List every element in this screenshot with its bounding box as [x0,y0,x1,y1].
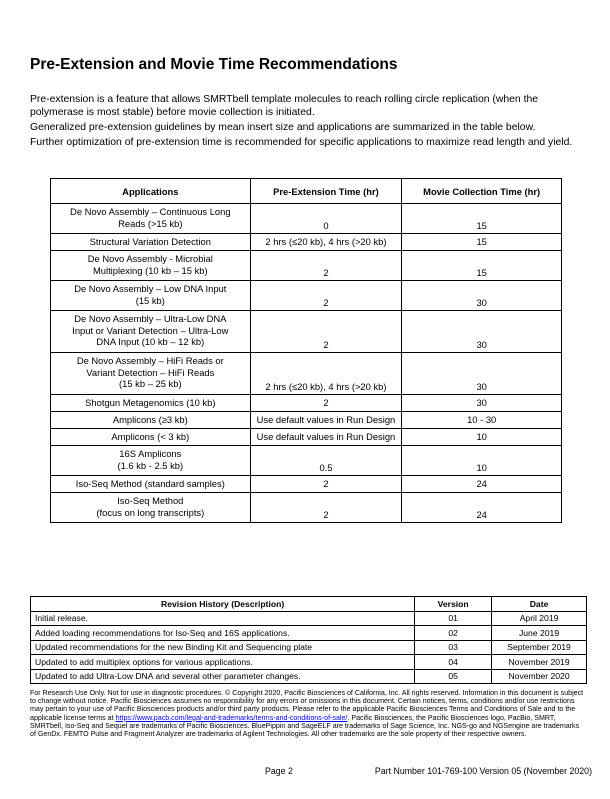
revision-version-cell: 01 [415,611,492,626]
application-line: Reads (>15 kb) [118,217,183,229]
revision-date-cell: September 2019 [492,640,587,655]
table-row [51,395,562,412]
table-row [51,412,562,429]
table-row [31,669,587,684]
guidelines-paragraph: Generalized pre-extension guidelines by mean insert size and applications are summarized in the table below. [30,122,536,133]
pre-extension-cell: 2 [250,493,402,523]
application-cell [51,281,251,311]
application-line: De Novo Assembly – Continuous Long [70,206,231,217]
table-row [51,204,562,234]
pre-extension-cell: 2 [250,311,402,353]
column-header: Applications [51,179,251,204]
legal-footer [30,689,585,738]
pre-extension-cell: 2 [250,395,402,412]
application-line: DNA Input (10 kb – 12 kb) [96,336,205,347]
page-number: Page 2 [265,766,293,776]
application-line: Iso-Seq Method [117,495,184,506]
application-cell [51,251,251,281]
table-body [31,611,587,684]
table-row [51,251,562,281]
pre-extension-cell: Use default values in Run Design [250,429,402,446]
revision-version-cell: 02 [415,626,492,641]
application-cell [51,446,251,476]
application-line: De Novo Assembly – HiFi Reads or [76,355,224,366]
application-line: Variant Detection – HiFi Reads [86,366,215,378]
application-line: (focus on long transcripts) [96,506,205,518]
revision-date-cell: November 2019 [492,655,587,670]
revision-description-cell: Updated to add Ultra-Low DNA and several other parameter changes. [31,669,415,684]
application-line: De Novo Assembly - Microbial [87,253,213,264]
table-header-row [31,597,587,612]
table-row [51,353,562,395]
revision-description-cell: Added loading recommendations for Iso-Seq and 16S applications. [31,626,415,641]
revision-description-cell: Updated to add multiplex options for various applications. [31,655,415,670]
application-cell [51,311,251,353]
table-row [51,234,562,251]
part-number: Part Number 101-769-100 Version 05 (November 2020) [374,766,592,776]
column-header: Movie Collection Time (hr) [402,179,562,204]
footer-text: . Pacific Biosciences, the Pacific Biosciences logo, PacBio, SMRT, SMRTbell, Iso-Seq and Sequel are trademarks of Pacific Biosciences. BluePippin and SageELF are trademarks of Sage Science, Inc. NGS-go and NGSengine are trademarks of GenDx. FEMTO Pulse and Fragment Analyzer are trademarks of Agilent Technologies. All other trademarks are the sole property of their respective owners. [30,713,580,739]
recommendations-table [50,178,562,523]
application-line: Shotgun Metagenomics (10 kb) [85,397,216,409]
application-line: De Novo Assembly – Low DNA Input [74,283,227,294]
movie-time-cell: 10 - 30 [402,412,562,429]
pre-extension-cell: 2 hrs (≤20 kb), 4 hrs (>20 kb) [250,234,402,251]
table-row [31,611,587,626]
footer-text: For Research Use Only. Not for use in diagnostic procedures. © Copyright 2020, Pacific Biosciences of California, Inc. All rights reserved. Information in this document is subject to change without notice. Pacific Biosciences assumes no responsibility for any errors or omissions in this document. Certain notices, terms, conditions and/or use restrictions may pertain to your use of Pacific Biosciences products and/or third party products. Please refer to the applicable Pacific Biosciences Terms and Conditions of Sale and to the applicable license terms at [30,689,584,722]
application-cell [51,493,251,523]
movie-time-cell: 15 [402,251,562,281]
pre-extension-cell: 0.5 [250,446,402,476]
revision-date-cell: April 2019 [492,611,587,626]
application-cell [51,395,251,412]
application-cell [51,429,251,446]
pre-extension-cell: 2 [250,476,402,493]
revision-history-table [30,596,587,684]
movie-time-cell: 30 [402,353,562,395]
table-row [31,626,587,641]
application-cell [51,412,251,429]
revision-version-cell: 03 [415,640,492,655]
terms-link[interactable]: https://www.pacb.com/legal-and-trademarks/terms-and-conditions-of-sale/ [115,713,348,722]
revision-date-cell: June 2019 [492,626,587,641]
table-row [51,446,562,476]
intro-paragraph: Pre-extension is a feature that allows SMRTbell template molecules to reach rolling circle replication (when the polymerase is most stable) before movie collection is initiated. [30,94,539,118]
movie-time-cell: 24 [402,493,562,523]
application-line: Amplicons (≥3 kb) [112,414,188,426]
movie-time-cell: 30 [402,311,562,353]
table-row [51,493,562,523]
application-line: (1.6 kb - 2.5 kb) [117,459,184,471]
table-row [51,476,562,493]
revision-description-cell: Initial release. [31,611,415,626]
pre-extension-cell: 2 [250,251,402,281]
optimization-paragraph: Further optimization of pre-extension time is recommended for specific applications to maximize read length and yield. [30,137,573,148]
column-header: Version [415,597,492,612]
movie-time-cell: 30 [402,281,562,311]
movie-time-cell: 15 [402,234,562,251]
column-header: Date [492,597,587,612]
movie-time-cell: 10 [402,446,562,476]
page-title: Pre-Extension and Movie Time Recommendations [30,56,398,73]
revision-date-cell: November 2020 [492,669,587,684]
application-line: De Novo Assembly – Ultra-Low DNA [74,313,227,324]
movie-time-cell: 10 [402,429,562,446]
table-row [31,655,587,670]
pre-extension-cell: Use default values in Run Design [250,412,402,429]
application-cell [51,234,251,251]
application-line: Structural Variation Detection [89,236,211,248]
application-cell [51,353,251,395]
column-header: Pre-Extension Time (hr) [250,179,402,204]
application-line: Amplicons (< 3 kb) [111,431,190,443]
application-cell [51,204,251,234]
pre-extension-cell: 2 [250,281,402,311]
table-row [51,281,562,311]
table-row [31,640,587,655]
table-row [51,429,562,446]
revision-version-cell: 05 [415,669,492,684]
table-row [51,311,562,353]
application-line: 16S Amplicons [119,448,182,459]
movie-time-cell: 30 [402,395,562,412]
column-header: Revision History (Description) [31,597,415,612]
revision-version-cell: 04 [415,655,492,670]
movie-time-cell: 24 [402,476,562,493]
application-line: Input or Variant Detection – Ultra-Low [72,324,229,336]
application-line: Iso-Seq Method (standard samples) [75,478,225,490]
application-line: (15 kb – 25 kb) [119,378,182,389]
movie-time-cell: 15 [402,204,562,234]
application-cell [51,476,251,493]
application-line: Multiplexing (10 kb – 15 kb) [92,264,208,276]
pre-extension-cell: 2 hrs (≤20 kb), 4 hrs (>20 kb) [250,353,402,395]
pre-extension-cell: 0 [250,204,402,234]
table-header-row [51,179,562,204]
table-body [51,204,562,523]
revision-description-cell: Updated recommendations for the new Binding Kit and Sequencing plate [31,640,415,655]
application-line: (15 kb) [135,294,165,306]
